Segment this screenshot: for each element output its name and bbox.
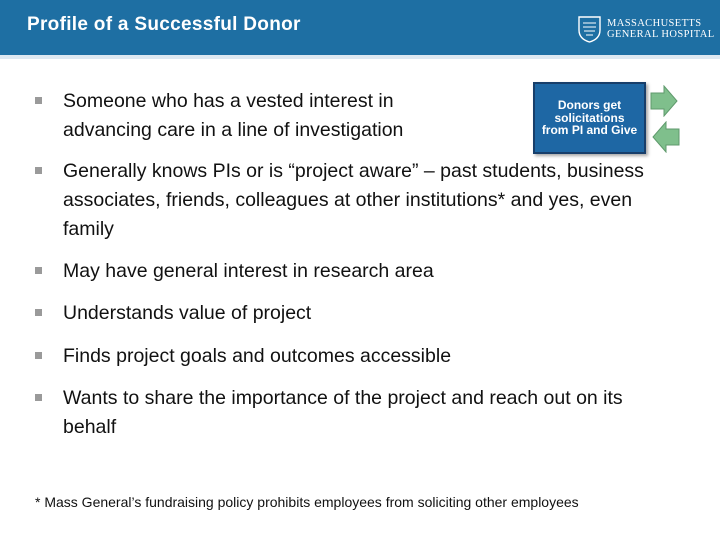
bullet-item [35,299,650,328]
right-arrow-icon [650,85,678,117]
bullet-text: Understands value of project [63,302,312,324]
bullet-text: Finds project goals and outcomes accessible [63,345,452,367]
bullet-marker [35,97,42,104]
bullet-item [35,384,675,442]
logo-line-1: MASSACHUSETTS [607,18,702,29]
bullet-text: Someone who has a vested interest in advancing care in a line of investigation [63,90,404,141]
left-arrow-icon [652,121,680,153]
bullet-text: Generally knows PIs or is “project aware” – past students, business associates, friends, colleagues at other institutions* and yes, even family [63,160,644,240]
bullet-item [35,342,650,371]
footnote: * Mass General’s fundraising policy prohibits employees from soliciting other employees [35,494,579,510]
logo-line-2: GENERAL HOSPITAL [607,29,715,40]
donor-callout-box: Donors get solicitations from PI and Give [533,82,646,154]
bullet-item [35,87,475,145]
bullet-item [35,257,650,286]
slide-title: Profile of a Successful Donor [27,14,301,35]
bullet-marker [35,352,42,359]
bullet-marker [35,267,42,274]
bullet-text: May have general interest in research area [63,260,434,282]
bullet-marker [35,167,42,174]
bullet-marker [35,309,42,316]
bullet-item [35,157,650,244]
bullet-marker [35,394,42,401]
bullet-text: Wants to share the importance of the project and reach out on its behalf [63,387,623,438]
